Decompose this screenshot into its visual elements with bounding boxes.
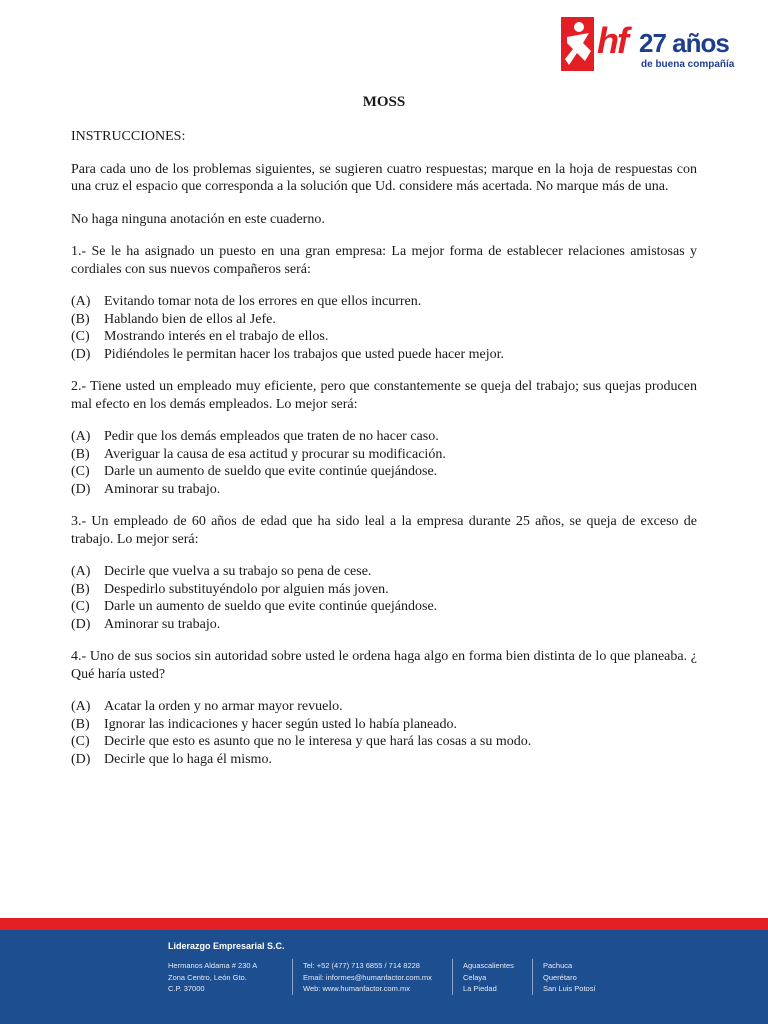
option-text: Pedir que los demás empleados que traten de no hacer caso. — [104, 429, 439, 444]
address-line: Hermanos Aldama # 230 A — [168, 961, 258, 970]
option-item — [71, 716, 697, 734]
option-text: Decirle que lo haga él mismo. — [104, 751, 272, 767]
option-letter: (C) — [71, 734, 90, 749]
option-text: Decirle que esto es asunto que no le interesa y que hará las cosas a su modo. — [104, 734, 532, 749]
option-text: Averiguar la causa de esa actitud y procurar su modificación. — [104, 446, 446, 462]
footer-divider — [532, 959, 533, 995]
option-text: Decirle que vuelva a su trabajo so pena de cese. — [104, 564, 372, 579]
option-item — [71, 481, 697, 499]
option-item — [71, 446, 697, 464]
contact-email[interactable]: Email: informes@humanfactor.com.mx — [303, 972, 432, 982]
page-title: MOSS — [362, 94, 406, 110]
option-letter: (D) — [71, 346, 91, 362]
option-item — [71, 428, 697, 446]
option-item — [71, 563, 697, 581]
address-line: C.P. 37000 — [168, 984, 205, 993]
option-text: Aminorar su trabajo. — [104, 481, 221, 497]
city-name: Celaya — [463, 972, 487, 982]
document-body — [71, 92, 697, 783]
logo-years-text: 27 años — [639, 28, 729, 58]
footer-band — [0, 930, 768, 1024]
instructions-heading: INSTRUCCIONES: — [71, 129, 186, 144]
logo-hf-text: hf — [597, 20, 627, 61]
option-item — [71, 751, 697, 769]
footer-cities-1 — [463, 960, 514, 995]
option-letter: (A) — [71, 429, 91, 444]
options-list — [71, 698, 697, 768]
city-name: San Luis Potosí — [543, 984, 596, 993]
option-letter: (B) — [71, 446, 90, 462]
option-item — [71, 463, 697, 481]
question-text: 3.- Un empleado de 60 años de edad que ha sido leal a la empresa durante 25 años, se queja de exceso de trabajo. Lo mejor será: — [71, 514, 697, 547]
option-letter: (A) — [71, 564, 91, 579]
company-logo — [561, 17, 735, 73]
city-name: La Piedad — [463, 984, 497, 993]
contact-web[interactable]: Web: www.humanfactor.com.mx — [303, 984, 410, 993]
option-item — [71, 346, 697, 364]
option-letter: (C) — [71, 464, 90, 479]
footer-cities-2 — [543, 960, 596, 995]
city-name: Aguascalientes — [463, 961, 514, 970]
footer-divider — [292, 959, 293, 995]
option-item — [71, 581, 697, 599]
note-text: No haga ninguna anotación en este cuaderno. — [71, 211, 325, 227]
option-item — [71, 733, 697, 751]
option-letter: (B) — [71, 311, 90, 327]
option-letter: (C) — [71, 329, 90, 344]
option-item — [71, 698, 697, 716]
option-text: Darle un aumento de sueldo que evite continúe quejándose. — [104, 599, 438, 614]
option-text: Hablando bien de ellos al Jefe. — [104, 311, 276, 327]
footer-red-stripe — [0, 918, 768, 930]
option-item — [71, 311, 697, 329]
option-letter: (A) — [71, 294, 91, 309]
logo-tagline: de buena compañía — [641, 59, 735, 70]
option-letter: (B) — [71, 716, 90, 732]
question-block — [71, 513, 697, 633]
instructions-text: Para cada uno de los problemas siguientes, se sugieren cuatro respuestas; marque en la hoja de respuestas con una cruz el espacio que corresponda a la solución que Ud. considere más acertada. No marque más de una. — [71, 161, 697, 194]
option-item — [71, 598, 697, 616]
option-letter: (D) — [71, 751, 91, 767]
option-text: Darle un aumento de sueldo que evite continúe quejándose. — [104, 464, 438, 479]
footer-company-name: Liderazgo Empresarial S.C. — [168, 941, 285, 951]
option-letter: (B) — [71, 581, 90, 597]
option-text: Ignorar las indicaciones y hacer según usted lo había planeado. — [104, 716, 457, 732]
options-list — [71, 428, 697, 498]
option-item — [71, 328, 697, 346]
option-item — [71, 293, 697, 311]
option-letter: (D) — [71, 616, 91, 632]
options-list — [71, 563, 697, 633]
address-line: Zona Centro, León Gto. — [168, 972, 247, 982]
city-name: Querétaro — [543, 972, 577, 982]
footer-address — [168, 960, 257, 995]
option-text: Acatar la orden y no armar mayor revuelo. — [104, 699, 343, 714]
question-text: 4.- Uno de sus socios sin autoridad sobre usted le ordena haga algo en forma bien distinta de lo que planeaba. ¿ Qué haría usted? — [71, 649, 697, 682]
option-text: Aminorar su trabajo. — [104, 616, 221, 632]
option-item — [71, 616, 697, 634]
question-text: 2.- Tiene usted un empleado muy eficiente, pero que constantemente se queja del trabajo; sus quejas producen mal efecto en los demás empleados. Lo mejor será: — [71, 379, 697, 412]
footer-divider — [452, 959, 453, 995]
city-name: Pachuca — [543, 961, 573, 970]
option-letter: (D) — [71, 481, 91, 497]
hf-figure-icon — [561, 17, 594, 71]
question-block — [71, 648, 697, 768]
contact-phone: Tel: +52 (477) 713 6855 / 714 8228 — [303, 961, 420, 970]
question-block — [71, 378, 697, 498]
question-text: 1.- Se le ha asignado un puesto en una gran empresa: La mejor forma de establecer relaciones amistosas y cordiales con sus nuevos compañeros será: — [71, 244, 697, 277]
option-text: Evitando tomar nota de los errores en que ellos incurren. — [104, 294, 422, 309]
option-text: Despedirlo substituyéndolo por alguien más joven. — [104, 581, 389, 597]
option-letter: (A) — [71, 699, 91, 714]
question-block — [71, 243, 697, 363]
footer-contact — [303, 960, 432, 995]
option-text: Mostrando interés en el trabajo de ellos. — [104, 329, 329, 344]
option-letter: (C) — [71, 599, 90, 614]
options-list — [71, 293, 697, 363]
option-text: Pidiéndoles le permitan hacer los trabajos que usted puede hacer mejor. — [104, 346, 505, 362]
